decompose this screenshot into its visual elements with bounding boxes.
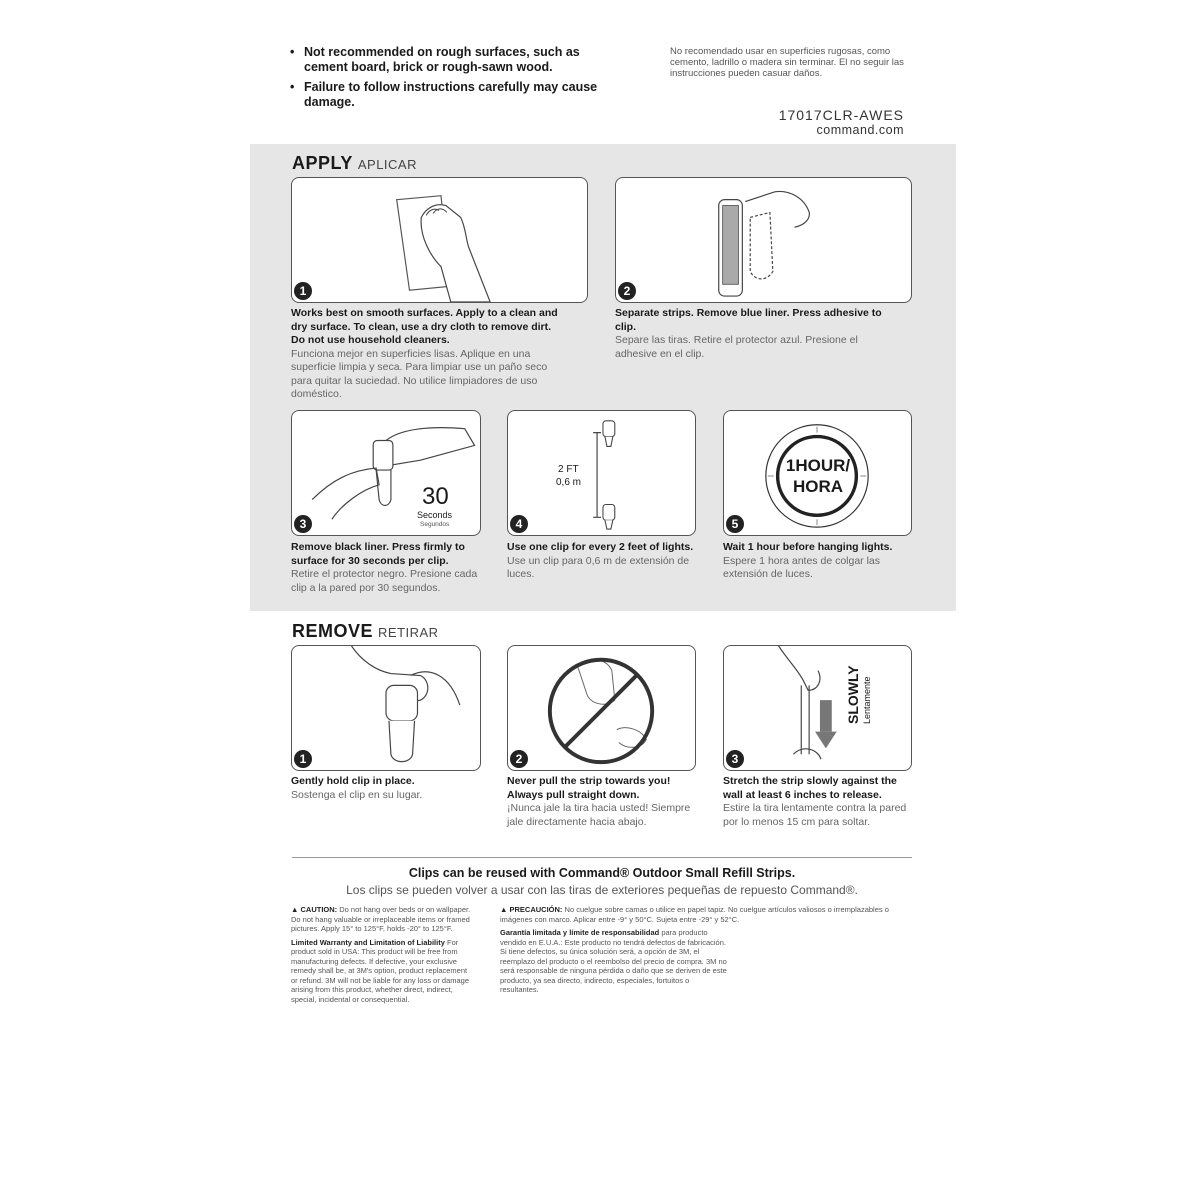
caption-en: Wait 1 hour before hanging lights.	[723, 541, 893, 553]
stretch-strip-icon	[724, 646, 911, 770]
caption-es: Separe las tiras. Retire el protector azul. Presione el adhesive en el clip.	[615, 334, 858, 360]
apply-title-en: APPLY	[292, 153, 353, 173]
remove-step-1-illustration	[291, 645, 481, 771]
caption-es: ¡Nunca jale la tira hacia usted! Siempre jale directamente hacia abajo.	[507, 802, 691, 828]
remove-step-2-illustration	[507, 645, 696, 771]
warnings-en	[290, 45, 620, 115]
caption-en: Separate strips. Remove blue liner. Press adhesive to clip.	[615, 307, 882, 333]
remove-step-2-caption	[507, 775, 697, 829]
warnings-es: No recomendado usar en superficies rugosas, como cemento, ladrillo o madera sin terminar. El no seguir las instrucciones pueden casuar daños.	[670, 46, 904, 79]
remove-title-es: RETIRAR	[378, 625, 439, 640]
warranty-en	[291, 938, 471, 1005]
caption-en: Remove black liner. Press firmly to surface for 30 seconds per clip.	[291, 541, 465, 567]
clock-label-hour: 1HOUR/	[785, 456, 851, 475]
slowly-label	[846, 665, 874, 724]
caption-en: Use one clip for every 2 feet of lights.	[507, 541, 694, 553]
apply-step-4-illustration	[507, 410, 696, 536]
strip-clip-icon	[616, 178, 911, 302]
caption-es: Espere 1 hora antes de colgar las extensión de luces.	[723, 554, 881, 580]
caption-es: Estire la tira lentamente contra la pared por lo menos 15 cm para soltar.	[723, 802, 907, 828]
warranty-es-text: para producto vendido en E.U.A.: Este producto no tendrá defectos de fabricación. Si tiene defectos, su única solución será, a opción de 3M, el reemplazo del producto o el reembolso del precio de compra. 3M no será responsable de ninguna pérdida o daño que se deriven de este producto, ya sea directo, indirecto, especiales, fortuitos o resultantes.	[500, 928, 727, 994]
seconds-label: Seconds	[417, 510, 453, 520]
apply-title	[292, 153, 417, 174]
apply-step-1-caption	[291, 307, 561, 402]
caution-es-text: No cuelgue sobre camas o utilice en papel tapiz. No cuelgue artículos valiosos o irremplazables o imágenes con marco. Aplicar entre -9° y 50°C. Sujeta entre -29° y 52°C.	[500, 905, 889, 924]
caution-es	[500, 905, 910, 924]
caption-en: Never pull the strip towards you! Always pull straight down.	[507, 775, 671, 801]
fine-print-en	[291, 905, 471, 1004]
reuse-note-es: Los clips se pueden volver a usar con las tiras de exteriores pequeñas de repuesto Command®.	[346, 883, 858, 897]
caution-es-head: ▲ PRECAUCIÓN:	[500, 905, 563, 914]
apply-step-1-illustration	[291, 177, 588, 303]
caution-en-head: ▲ CAUTION:	[291, 905, 338, 914]
seconds-label-es: Segundos	[420, 521, 450, 528]
remove-step-1-caption	[291, 775, 481, 802]
caption-es: Funciona mejor en superficies lisas. Aplique en una superficie limpia y seca. Para limpiar use un paño seco para quitar la suciedad. No utilice limpiadores de uso doméstico.	[291, 347, 548, 400]
divider	[292, 857, 912, 858]
no-pull-icon	[508, 646, 695, 770]
remove-step-3-illustration	[723, 645, 912, 771]
apply-step-4-caption	[507, 541, 697, 582]
warning-item: • Failure to follow instructions carefully may cause damage.	[290, 80, 620, 109]
step-number-badge: 5	[726, 515, 744, 533]
warranty-en-head: Limited Warranty and Limitation of Liability	[291, 937, 445, 947]
apply-step-2-illustration	[615, 177, 912, 303]
clock-label-hora: HORA	[792, 477, 844, 496]
reuse-note-en: Clips can be reused with Command® Outdoor Small Refill Strips.	[408, 866, 796, 880]
remove-title	[292, 621, 439, 642]
warranty-es-head: Garantía limitada y límite de responsabilidad	[500, 928, 660, 937]
caption-es: Retire el protector negro. Presione cada clip a la pared por 30 segundos.	[291, 568, 478, 594]
step-number-badge: 4	[510, 515, 528, 533]
step-number-badge: 2	[618, 282, 636, 300]
apply-step-2-caption	[615, 307, 895, 361]
spacing-clips-icon	[508, 411, 695, 535]
caption-en: Stretch the strip slowly against the wall at least 6 inches to release.	[723, 775, 897, 801]
step-number-badge: 1	[294, 750, 312, 768]
hold-clip-icon	[292, 646, 480, 770]
clock-label	[774, 455, 862, 497]
apply-step-5-illustration	[723, 410, 912, 536]
fine-print-es	[500, 905, 910, 995]
remove-step-3-caption	[723, 775, 913, 829]
warranty-es	[500, 928, 730, 995]
apply-step-5-caption	[723, 541, 913, 582]
product-code-block	[779, 108, 904, 138]
step-number-badge: 2	[510, 750, 528, 768]
wipe-hand-icon	[292, 178, 587, 302]
slowly-label-en: SLOWLY	[845, 665, 861, 724]
remove-title-en: REMOVE	[292, 621, 374, 641]
step-number-badge: 3	[294, 515, 312, 533]
step-number-badge: 3	[726, 750, 744, 768]
warning-item: • Not recommended on rough surfaces, such as cement board, brick or rough-sawn wood.	[290, 45, 620, 74]
spacing-label-m: 0,6 m	[556, 477, 582, 488]
caution-en	[291, 905, 471, 934]
seconds-number: 30	[422, 483, 449, 510]
caution-en-text: Do not hang over beds or on wallpaper. Do not hang valuable or irreplaceable items or framed pictures. Apply 15° to 125°F, holds -20° to 125°F.	[291, 905, 471, 933]
warranty-en-text: For product sold in USA: This product will be free from manufacturing defects. If defective, your exclusive remedy shall be, at 3M's option, product replacement or refund. 3M will not be liable for any loss or damage arising from this product, whether direct, indirect, special, incidental or consequential.	[291, 937, 470, 1004]
slowly-label-es: Lentamente	[862, 676, 872, 724]
step-number-badge: 1	[294, 282, 312, 300]
caption-en: Gently hold clip in place.	[291, 775, 415, 787]
caption-es: Sostenga el clip en su lugar.	[291, 788, 423, 801]
apply-title-es: APLICAR	[357, 157, 417, 172]
website: command.com	[816, 123, 904, 137]
caption-en: Works best on smooth surfaces. Apply to a clean and dry surface. To clean, use a dry cloth to remove dirt. Do not use household cleaners.	[291, 307, 558, 346]
product-code: 17017CLR-AWES	[778, 107, 904, 123]
spacing-label-ft: 2 FT	[558, 464, 579, 475]
apply-step-3-illustration	[291, 410, 481, 536]
apply-step-3-caption	[291, 541, 481, 595]
caption-es: Use un clip para 0,6 m de extensión de luces.	[507, 554, 690, 580]
